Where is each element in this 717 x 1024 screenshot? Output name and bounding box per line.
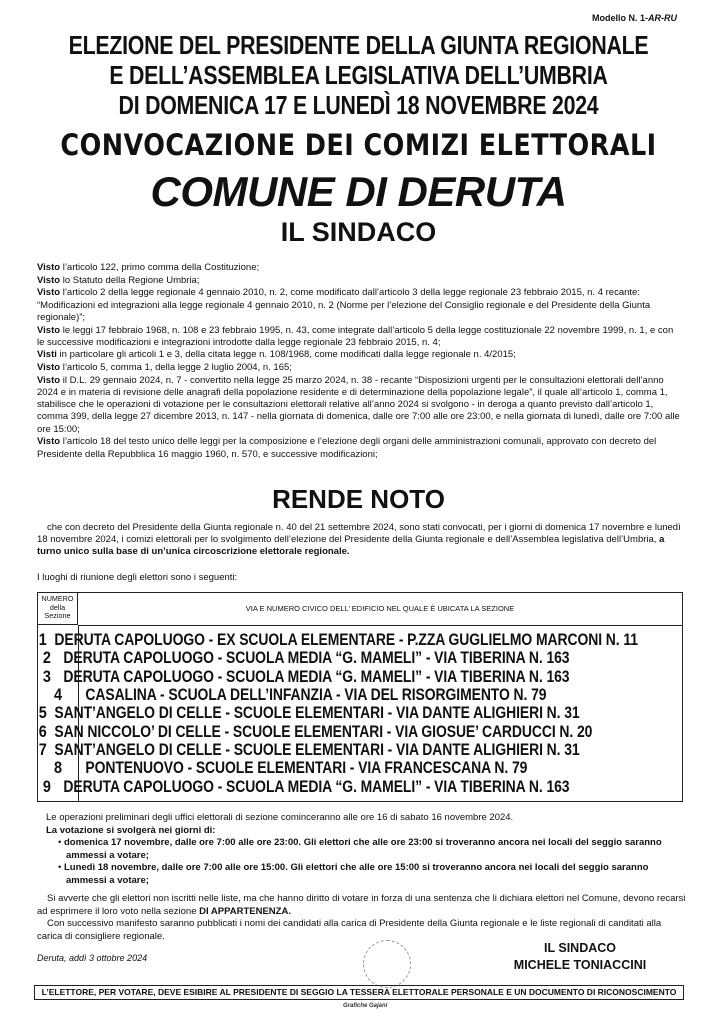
visto-item: Visto lo Statuto della Regione Umbria; [37,274,200,286]
table-row: 2 DERUTA CAPOLUOGO - SCUOLA MEDIA “G. MAMELI” - VIA TIBERINA N. 163 [42,648,570,668]
operazioni-text: Le operazioni preliminari degli uffici elettorali di sezione cominceranno alle ore 16 di sabato 16 novembre 2024. [46,812,514,823]
date-label: Deruta, addì 3 ottobre 2024 [37,953,148,963]
operazioni-block [46,812,686,887]
table-row: 4 CASALINA - SCUOLA DELL’INFANZIA - VIA DEL RISORGIMENTO N. 79 [53,685,547,705]
sindaco-heading: IL SINDACO [280,217,437,247]
visto-item: Visto l’articolo 2 della legge regionale 4 gennaio 2010, n. 2, come modificato dall’articolo 3 della legge regionale 23 febbraio 2015, n. 4 recante: “Modificazioni ed integrazioni alla legge regionale 4 gennaio 2010, n. 2 (Norme per l’elezione del Consiglio regionale e del Presidente della Giunta regionale)”; [37,287,651,323]
table-row: 3 DERUTA CAPOLUOGO - SCUOLA MEDIA “G. MAMELI” - VIA TIBERINA N. 163 [42,666,570,686]
election-title [65,30,653,120]
visto-item: Visto il D.L. 29 gennaio 2024, n. 7 - convertito nella legge 25 marzo 2024, n. 38 - recante “Disposizioni urgenti per le consultazioni elettorali dell’anno 2024 e in materia di revisione delle anagrafi della popolazione residente e di determinazione della popolazione legale”, il quale all’articolo 1, comma 1, stabilisce che le operazioni di votazione per le consultazioni elettorali relative all’anno 2024 si svolgono - in deroga a quanto previsto dall’articolo 1, comma 399, della legge 27 dicembre 2013, n. 147 - nella giornata di domenica, dalle ore 7:00 alle ore 23:00, e nella giornata di lunedì, dalle ore 7:00 alle ore 15:00; [37,374,680,435]
rende-noto-heading: RENDE NOTO [272,484,445,514]
luoghi-intro: I luoghi di riunione degli elettori sono i seguenti: [37,572,238,583]
visto-item: Visto l’articolo 5, comma 1, della legge 2 luglio 2004, n. 165; [37,362,292,374]
title-line-1: ELEZIONE DEL PRESIDENTE DELLA GIUNTA REGIONALE [68,30,649,60]
visto-item: Visto le leggi 17 febbraio 1968, n. 108 e 23 febbraio 1995, n. 43, come integrate dall’articolo 5 della legge costituzionale 22 novembre 1999, n. 1, e con le successive modificazioni e integrazioni introdotte dalla legge regionale 23 febbraio 2015, n. 4; [37,324,674,348]
bullet-lunedi: • Lunedì 18 novembre, dalle ore 7:00 alle ore 15:00. Gli elettori che alle ore 15:00 si troveranno ancora nei locali del seggio saranno ammessi a votare; [58,862,649,886]
signature-block [480,940,680,974]
firma-role: IL SINDACO [544,941,616,955]
title-line-2: E DELL’ASSEMBLEA LEGISLATIVA DELL’UMBRIA [109,60,608,90]
table-row: 6 SAN NICCOLO’ DI CELLE - SCUOLE ELEMENTARI - VIA GIOSUE’ CARDUCCI N. 20 [38,721,593,741]
decree-paragraph: che con decreto del Presidente della Giunta regionale n. 40 del 21 settembre 2024, sono stati convocati, per i giorni di domenica 17 novembre e lunedì 18 novembre 2024, i comizi elettorali per lo svolgimento dell’elezione del Presidente della Giunta regionale e dell’Assemblea legislativa dell’Umbria, a turno unico sulla base di un’unica circoscrizione elettorale regionale. [37,522,681,558]
footer-notice: L’ELETTORE, PER VOTARE, DEVE ESIBIRE AL PRESIDENTE DI SEGGIO LA TESSERA ELETTORALE PERSONALE E UN DOCUMENTO DI RICONOSCIMENTO [34,985,684,1000]
table-rows [38,631,682,796]
table-row: 1 DERUTA CAPOLUOGO - EX SCUOLA ELEMENTARE - P.ZZA GUGLIELMO MARCONI N. 11 [38,630,639,650]
table-row: 7 SANT’ANGELO DI CELLE - SCUOLE ELEMENTARI - VIA DANTE ALIGHIERI N. 31 [38,739,581,759]
stamp-seal [363,940,411,988]
manifesto-text: Con successivo manifesto saranno pubblicati i nomi dei candidati alla carica di Presidente della Giunta regionale e le liste regionali di canditati alla carica di consigliere regionale. [37,918,662,942]
visto-item: Visto l’articolo 18 del testo unico delle leggi per la composizione e l’elezione degli organi delle amministrazioni comunali, approvato con decreto del Presidente della Repubblica 16 maggio 1960, n. 570, e successive modificazioni; [37,436,657,460]
notes-block [37,893,687,943]
sections-table [37,592,683,802]
title-line-3: DI DOMENICA 17 E LUNEDÌ 18 NOVEMBRE 2024 [118,90,599,120]
comune-heading: COMUNE DI DERUTA [150,168,567,215]
visto-item: Visti in particolare gli articoli 1 e 3, della citata legge n. 108/1968, come modificati dalla legge regionale n. 4/2015; [37,349,516,361]
table-row: 5 SANT’ANGELO DI CELLE - SCUOLE ELEMENTARI - VIA DANTE ALIGHIERI N. 31 [38,703,581,723]
votazione-title: La votazione si svolgerà nei giorni di: [46,824,216,836]
table-row: 9 DERUTA CAPOLUOGO - SCUOLA MEDIA “G. MAMELI” - VIA TIBERINA N. 163 [42,776,570,796]
convocazione-heading: CONVOCAZIONE DEI COMIZI ELETTORALI [60,128,657,162]
avverte-text: Si avverte che gli elettori non iscritti nelle liste, ma che hanno diritto di votare in forza di una sentenza che li dichiara elettori nel Comune, devono recarsi ad esprimere il loro voto nella sezione DI APPARTENENZA. [37,893,686,917]
firma-name: MICHELE TONIACCINI [513,958,647,972]
visti-list [37,262,683,461]
visto-item: Visto l’articolo 122, primo comma della Costituzione; [37,262,260,273]
header-via: VIA E NUMERO CIVICO DELL’ EDIFICIO NEL QUALE È UBICATA LA SEZIONE [78,593,682,626]
modello-label: Modello N. 1-AR-RU [592,13,677,23]
header-numero: NUMERO della Sezione [38,593,78,625]
printer-logo: Grafiche Gajani [343,1003,388,1009]
modello-code: AR-RU [648,13,677,23]
table-row: 8 PONTENUOVO - SCUOLE ELEMENTARI - VIA FRANCESCANA N. 79 [53,758,528,778]
bullet-domenica: • domenica 17 novembre, dalle ore 7:00 alle ore 23:00. Gli elettori che alle ore 23:00 si troveranno ancora nei locali del seggio saranno ammessi a votare; [58,837,662,861]
